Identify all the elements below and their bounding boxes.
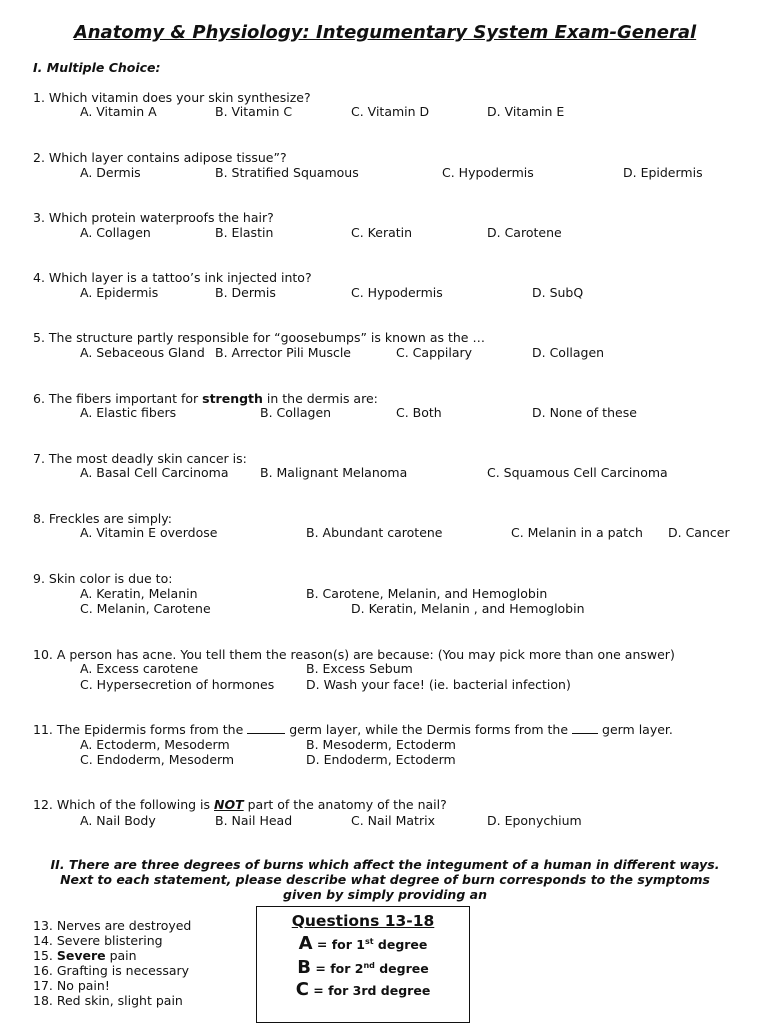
item-17: 17. No pain! xyxy=(33,978,110,993)
q3-option-d: D. Carotene xyxy=(487,225,562,240)
item-15 xyxy=(33,948,137,963)
section-2-line-2: Next to each statement, please describe what degree of burn corresponds to the symptoms xyxy=(60,872,710,887)
q4-option-c: C. Hypodermis xyxy=(351,285,443,300)
question-7: 7. The most deadly skin cancer is: xyxy=(33,451,247,466)
q3-option-c: C. Keratin xyxy=(351,225,413,240)
q12-option-c: C. Nail Matrix xyxy=(351,813,435,828)
burn-degree-key-box xyxy=(256,906,470,1023)
q12-option-b: B. Nail Head xyxy=(215,813,293,828)
q4-option-a: A. Epidermis xyxy=(80,285,159,300)
q10-option-a: A. Excess carotene xyxy=(80,661,199,676)
q2-option-c: C. Hypodermis xyxy=(442,165,534,180)
question-2: 2. Which layer contains adipose tissue”? xyxy=(33,150,287,165)
q5-option-a: A. Sebaceous Gland xyxy=(80,345,205,360)
q3-option-b: B. Elastin xyxy=(215,225,274,240)
item-16: 16. Grafting is necessary xyxy=(33,963,190,978)
q9-option-c: C. Melanin, Carotene xyxy=(80,601,211,616)
key-a-sup: st xyxy=(364,937,374,946)
answer-blank-1 xyxy=(247,733,285,734)
key-c-text: = for 3rd degree xyxy=(308,983,431,999)
q2-option-a: A. Dermis xyxy=(80,165,141,180)
q7-option-a: A. Basal Cell Carcinoma xyxy=(80,465,229,480)
key-a-post: degree xyxy=(373,937,428,953)
key-b-pre: = for 2 xyxy=(311,961,364,977)
q12-option-d: D. Eponychium xyxy=(487,813,582,828)
question-12-strong: NOT xyxy=(214,797,244,812)
q7-option-b: B. Malignant Melanoma xyxy=(260,465,408,480)
question-5: 5. The structure partly responsible for “goosebumps” is known as the … xyxy=(33,330,485,345)
q8-option-c: C. Melanin in a patch xyxy=(511,525,643,540)
q6-option-c: C. Both xyxy=(396,405,442,420)
q3-option-a: A. Collagen xyxy=(80,225,151,240)
q9-option-a: A. Keratin, Melanin xyxy=(80,586,198,601)
question-6-pre: 6. The fibers important for xyxy=(33,391,203,406)
q6-option-a: A. Elastic fibers xyxy=(80,405,177,420)
key-a-letter: A xyxy=(298,933,313,955)
section-2-heading xyxy=(20,857,750,902)
question-11-post: germ layer. xyxy=(598,722,673,737)
question-3: 3. Which protein waterproofs the hair? xyxy=(33,210,274,225)
question-12 xyxy=(33,797,447,812)
question-10: 10. A person has acne. You tell them the reason(s) are because: (You may pick more than one answer) xyxy=(33,647,675,662)
section-1-heading: I. Multiple Choice: xyxy=(33,60,161,75)
q10-option-b: B. Excess Sebum xyxy=(306,661,413,676)
question-1: 1. Which vitamin does your skin synthesize? xyxy=(33,90,311,105)
q5-option-c: C. Cappilary xyxy=(396,345,473,360)
q1-option-d: D. Vitamin E xyxy=(487,104,565,119)
question-11-mid: germ layer, while the Dermis forms from the xyxy=(285,722,573,737)
key-line-b xyxy=(257,955,469,979)
q2-option-b: B. Stratified Squamous xyxy=(215,165,359,180)
key-title: Questions 13-18 xyxy=(291,912,435,930)
q10-option-d: D. Wash your face! (ie. bacterial infection) xyxy=(306,677,571,692)
item-15-pre: 15. xyxy=(33,948,57,963)
q6-option-b: B. Collagen xyxy=(260,405,332,420)
q1-option-b: B. Vitamin C xyxy=(215,104,293,119)
q8-option-a: A. Vitamin E overdose xyxy=(80,525,218,540)
key-b-sup: nd xyxy=(363,961,375,971)
q12-option-a: A. Nail Body xyxy=(80,813,156,828)
q5-option-b: B. Arrector Pili Muscle xyxy=(215,345,351,360)
question-9: 9. Skin color is due to: xyxy=(33,571,173,586)
exam-title: Anatomy & Physiology: Integumentary System Exam-General xyxy=(73,22,697,43)
q11-option-b: B. Mesoderm, Ectoderm xyxy=(306,737,456,752)
question-8: 8. Freckles are simply: xyxy=(33,511,172,526)
q7-option-c: C. Squamous Cell Carcinoma xyxy=(487,465,668,480)
key-c-letter: C xyxy=(295,979,309,1001)
item-15-post: pain xyxy=(105,948,137,963)
q10-option-c: C. Hypersecretion of hormones xyxy=(80,677,275,692)
question-6 xyxy=(33,391,378,406)
q2-option-d: D. Epidermis xyxy=(623,165,703,180)
q5-option-d: D. Collagen xyxy=(532,345,605,360)
q1-option-a: A. Vitamin A xyxy=(80,104,157,119)
q11-option-c: C. Endoderm, Mesoderm xyxy=(80,752,235,767)
q11-option-a: A. Ectoderm, Mesoderm xyxy=(80,737,230,752)
q9-option-d: D. Keratin, Melanin , and Hemoglobin xyxy=(351,601,585,616)
key-line-a xyxy=(257,931,469,955)
q8-option-d: D. Cancer xyxy=(668,525,730,540)
q4-option-b: B. Dermis xyxy=(215,285,276,300)
item-18: 18. Red skin, slight pain xyxy=(33,993,183,1008)
item-14: 14. Severe blistering xyxy=(33,933,163,948)
item-13: 13. Nerves are destroyed xyxy=(33,918,192,933)
q6-option-d: D. None of these xyxy=(532,405,637,420)
question-12-pre: 12. Which of the following is xyxy=(33,797,215,812)
question-4: 4. Which layer is a tattoo’s ink injected into? xyxy=(33,270,312,285)
question-6-strong: strength xyxy=(202,391,263,406)
question-6-post: in the dermis are: xyxy=(262,391,378,406)
q1-option-c: C. Vitamin D xyxy=(351,104,430,119)
key-a-pre: = for 1 xyxy=(312,937,365,953)
item-15-strong: Severe xyxy=(56,948,106,963)
section-2-line-3: given by simply providing an xyxy=(283,887,487,902)
question-11 xyxy=(33,722,673,737)
q9-option-b: B. Carotene, Melanin, and Hemoglobin xyxy=(306,586,548,601)
answer-blank-2 xyxy=(572,733,598,734)
q8-option-b: B. Abundant carotene xyxy=(306,525,443,540)
key-b-letter: B xyxy=(297,957,312,979)
question-12-post: part of the anatomy of the nail? xyxy=(243,797,447,812)
key-line-c xyxy=(257,979,469,1001)
q11-option-d: D. Endoderm, Ectoderm xyxy=(306,752,456,767)
question-11-pre: 11. The Epidermis forms from the xyxy=(33,722,248,737)
key-b-post: degree xyxy=(374,961,429,977)
section-2-line-1: II. There are three degrees of burns which affect the integument of a human in different ways. xyxy=(50,857,720,872)
q4-option-d: D. SubQ xyxy=(532,285,584,300)
